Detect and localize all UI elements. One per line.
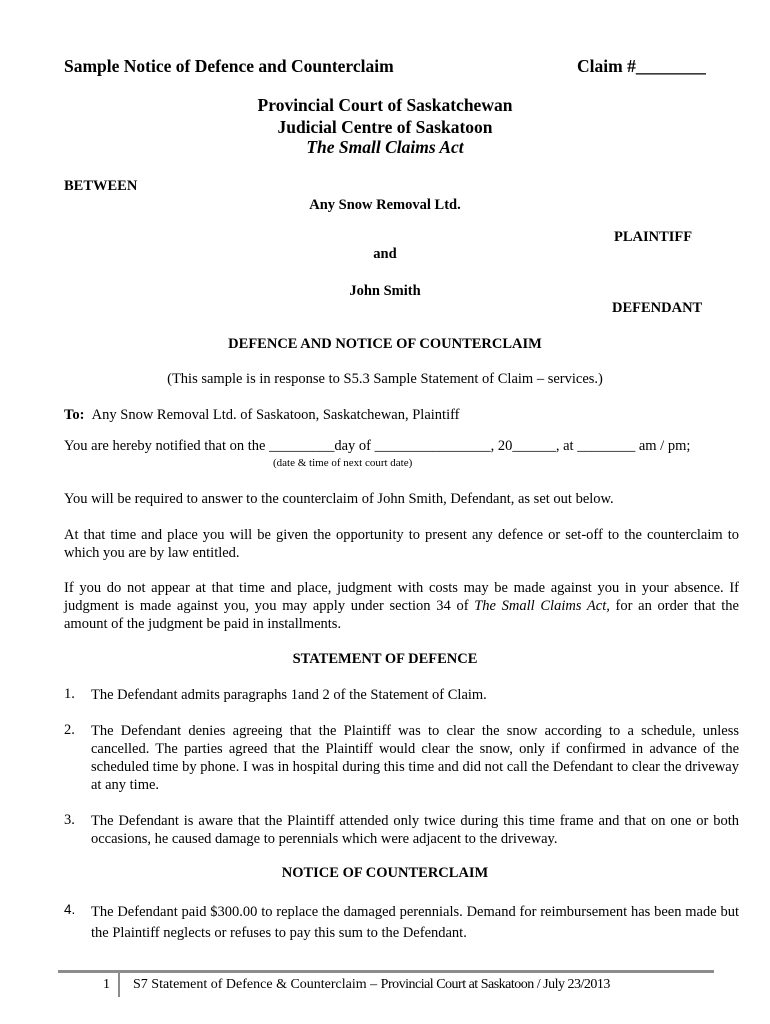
footer-divider xyxy=(118,973,120,997)
counterclaim-item-4-text: The Defendant paid $300.00 to replace the damaged perennials. Demand for reimbursement has been made but the Plaintiff neglects or refuses to pay this sum to the Defendant. xyxy=(91,904,739,941)
defence-item-2-text: The Defendant denies agreeing that the Plaintiff was to clear the snow according to a schedule, unless cancelled. The parties agreed that the Plaintiff would clear the snow, only if confirmed in advance of the scheduled time by phone. I was in hospital during this time and did not call the Defendant to clear the driveway at any time. xyxy=(91,723,739,793)
defence-item-1-text: The Defendant admits paragraphs 1and 2 of the Statement of Claim. xyxy=(91,687,487,703)
document-title: Sample Notice of Defence and Counterclaim xyxy=(64,56,394,76)
judgment-act-name: The Small Claims Act, xyxy=(474,598,610,614)
defence-item-1-number: 1. xyxy=(64,686,75,702)
to-line xyxy=(64,407,460,424)
counterclaim-item-4-number: 4. xyxy=(64,902,76,917)
statement-of-defence-heading: STATEMENT OF DEFENCE xyxy=(292,651,478,667)
defendant-name: John Smith xyxy=(349,283,421,299)
opportunity-paragraph: At that time and place you will be given the opportunity to present any defence or set-off to the counterclaim to which you are by law entitled. xyxy=(64,527,739,561)
footer-page-number: 1 xyxy=(103,977,110,992)
sample-note: (This sample is in response to S5.3 Sample Statement of Claim – services.) xyxy=(167,371,603,387)
footer-rule xyxy=(58,970,714,973)
court-date-line: You are hereby notified that on the _________day of ________________, 20______, at ________ am / pm; xyxy=(64,438,691,454)
to-recipient: Any Snow Removal Ltd. of Saskatoon, Saskatchewan, Plaintiff xyxy=(91,407,460,423)
judgment-text-2: for an order that the amount of the judgment be paid in installments. xyxy=(64,598,739,632)
footer-text-b: Provincial Court at Saskatoon / July 23/2013 xyxy=(380,977,610,992)
between-label: BETWEEN xyxy=(64,178,138,194)
notice-of-counterclaim-heading: NOTICE OF COUNTERCLAIM xyxy=(281,865,489,881)
to-label: To: xyxy=(64,407,85,423)
defence-item-2-number: 2. xyxy=(64,722,75,738)
judgment-text-1: If you do not appear at that time and place, judgment with costs may be made against you in your absence. If judgment is made against you, you may apply under section 34 of xyxy=(64,580,739,614)
judicial-centre: Judicial Centre of Saskatoon xyxy=(277,117,493,137)
defence-item-3-number: 3. xyxy=(64,812,75,828)
judgment-paragraph xyxy=(64,579,739,633)
act-name: The Small Claims Act xyxy=(306,137,464,157)
footer-text xyxy=(133,977,610,993)
plaintiff-label: PLAINTIFF xyxy=(614,229,693,245)
and-label: and xyxy=(373,246,397,262)
plaintiff-name: Any Snow Removal Ltd. xyxy=(309,197,461,213)
required-paragraph: You will be required to answer to the counterclaim of John Smith, Defendant, as set out below. xyxy=(64,491,614,507)
defence-title: DEFENCE AND NOTICE OF COUNTERCLAIM xyxy=(228,336,542,352)
defence-item-3-text: The Defendant is aware that the Plaintiff attended only twice during this time frame and that on one or both occasions, he caused damage to perennials which were adjacent to the driveway. xyxy=(91,813,739,847)
defendant-label: DEFENDANT xyxy=(612,300,703,316)
footer-text-a: S7 Statement of Defence & Counterclaim – xyxy=(133,977,381,992)
court-date-caption: (date & time of next court date) xyxy=(273,457,413,469)
court-name: Provincial Court of Saskatchewan xyxy=(257,95,513,115)
claim-number: Claim #________ xyxy=(577,56,706,76)
